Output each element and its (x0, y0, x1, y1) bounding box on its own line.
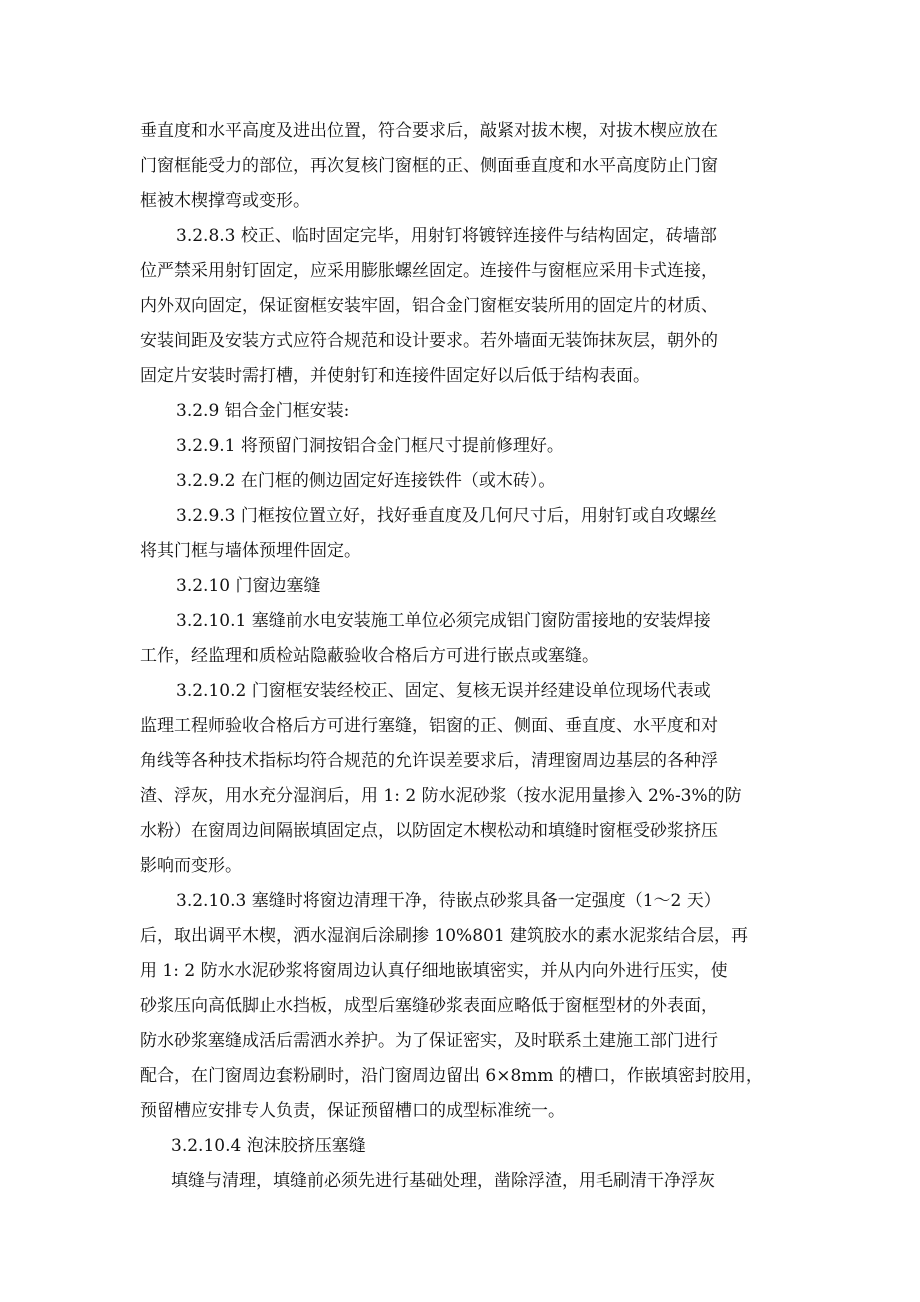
text-line: 3.2.10.3 塞缝时将窗边清理干净，待嵌点砂浆具备一定强度（1～2 天） (176, 891, 721, 911)
text-line: 3.2.10.2 门窗框安装经校正、固定、复核无误并经建设单位现场代表或 (176, 681, 711, 701)
text-line: 3.2.9.2 在门框的侧边固定好连接铁件（或木砖）。 (176, 471, 556, 491)
section-heading: 3.2.10.4 泡沫胶挤压塞缝 (171, 1136, 366, 1156)
text-line: 预留槽应安排专人负责，保证预留槽口的成型标准统一。 (140, 1101, 565, 1121)
text-line: 用 1: 2 防水水泥砂浆将窗周边认真仔细地嵌填密实，并从内向外进行压实，使 (140, 961, 728, 981)
text-line: 水粉）在窗周边间隔嵌填固定点，以防固定木楔松动和填缝时窗框受砂浆挤压 (140, 821, 718, 841)
text-line: 影响而变形。 (140, 856, 242, 876)
text-line: 渣、浮灰，用水充分湿润后，用 1: 2 防水泥砂浆（按水泥用量掺入 2%-3%的防 (140, 786, 742, 806)
text-line: 框被木楔撑弯或变形。 (140, 191, 310, 211)
text-line: 3.2.9.1 将预留门洞按铝合金门框尺寸提前修理好。 (176, 436, 564, 456)
text-line: 固定片安装时需打槽，并使射钉和连接件固定好以后低于结构表面。 (140, 366, 650, 386)
text-line: 门窗框能受力的部位，再次复核门窗框的正、侧面垂直度和水平高度防止门窗 (140, 156, 718, 176)
text-line: 位严禁采用射钉固定，应采用膨胀螺丝固定。连接件与窗框应采用卡式连接， (140, 261, 718, 281)
text-line: 填缝与清理，填缝前必须先进行基础处理，凿除浮渣，用毛刷清干净浮灰 (171, 1171, 715, 1191)
text-line: 3.2.10.1 塞缝前水电安装施工单位必须完成铝门窗防雷接地的安装焊接 (176, 611, 711, 631)
text-line: 内外双向固定，保证窗框安装牢固，铝合金门窗框安装所用的固定片的材质、 (140, 296, 718, 316)
text-line: 砂浆压向高低脚止水挡板，成型后塞缝砂浆表面应略低于窗框型材的外表面， (140, 996, 718, 1016)
text-line: 工作，经监理和质检站隐蔽验收合格后方可进行嵌点或塞缝。 (140, 646, 599, 666)
text-line: 垂直度和水平高度及进出位置，符合要求后，敲紧对拔木楔，对拔木楔应放在 (140, 121, 718, 141)
text-line: 防水砂浆塞缝成活后需洒水养护。为了保证密实，及时联系土建施工部门进行 (140, 1031, 718, 1051)
text-line: 安装间距及安装方式应符合规范和设计要求。若外墙面无装饰抹灰层，朝外的 (140, 331, 718, 351)
section-heading: 3.2.10 门窗边塞缝 (176, 576, 321, 596)
section-heading: 3.2.9 铝合金门框安装: (176, 401, 350, 421)
text-line: 监理工程师验收合格后方可进行塞缝，铝窗的正、侧面、垂直度、水平度和对 (140, 716, 718, 736)
text-line: 3.2.9.3 门框按位置立好，找好垂直度及几何尺寸后，用射钉或自攻螺丝 (176, 506, 717, 526)
text-line: 后，取出调平木楔，洒水湿润后涂刷掺 10%801 建筑胶水的素水泥浆结合层，再 (140, 926, 749, 946)
text-line: 3.2.8.3 校正、临时固定完毕，用射钉将镀锌连接件与结构固定，砖墙部 (176, 226, 717, 246)
text-line: 配合，在门窗周边套粉刷时，沿门窗周边留出 6×8mm 的槽口，作嵌填密封胶用， (140, 1066, 763, 1086)
text-line: 将其门框与墙体预埋件固定。 (140, 541, 361, 561)
text-line: 角线等各种技术指标均符合规范的允许误差要求后，清理窗周边基层的各种浮 (140, 751, 718, 771)
